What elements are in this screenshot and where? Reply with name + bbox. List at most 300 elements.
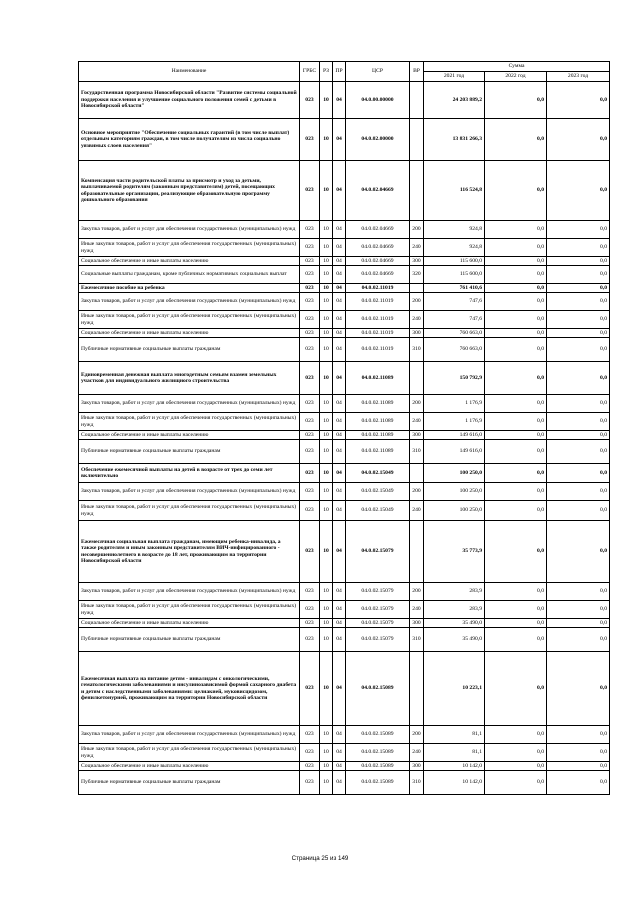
cell-y2021: 283,9 xyxy=(424,601,485,619)
cell-y2023: 0,0 xyxy=(547,221,610,239)
cell-csr: 04.0.02.11089 xyxy=(346,431,410,440)
table-row xyxy=(79,161,610,221)
table-row xyxy=(79,652,610,726)
table-header xyxy=(79,62,610,82)
cell-vr xyxy=(410,521,424,583)
cell-rz: 10 xyxy=(320,239,333,257)
cell-rz: 10 xyxy=(320,266,333,284)
budget-table xyxy=(78,61,610,795)
cell-grbs: 023 xyxy=(300,266,320,284)
cell-rz: 10 xyxy=(320,221,333,239)
cell-grbs: 023 xyxy=(300,619,320,628)
cell-csr: 04.0.02.15089 xyxy=(346,744,410,762)
cell-y2022: 0,0 xyxy=(485,221,547,239)
cell-rz: 10 xyxy=(320,119,333,161)
cell-csr: 04.0.02.15049 xyxy=(346,501,410,521)
cell-vr: 200 xyxy=(410,483,424,501)
table-row xyxy=(79,413,610,431)
cell-pr: 04 xyxy=(333,744,346,762)
cell-grbs: 023 xyxy=(300,284,320,293)
cell-grbs: 023 xyxy=(300,431,320,440)
cell-y2021: 1 176,9 xyxy=(424,413,485,431)
cell-csr: 04.0.02.11089 xyxy=(346,413,410,431)
cell-grbs: 023 xyxy=(300,440,320,464)
cell-y2021: 924,8 xyxy=(424,221,485,239)
cell-y2021: 747,6 xyxy=(424,311,485,329)
cell-name: Закупка товаров, работ и услуг для обеспечения государственных (муниципальных) нужд xyxy=(79,726,300,744)
table-row xyxy=(79,82,610,119)
cell-vr: 300 xyxy=(410,619,424,628)
table-row xyxy=(79,601,610,619)
cell-csr: 04.0.02.15079 xyxy=(346,583,410,601)
table-row xyxy=(79,257,610,266)
cell-vr: 300 xyxy=(410,329,424,338)
cell-y2023: 0,0 xyxy=(547,266,610,284)
cell-name: Закупка товаров, работ и услуг для обеспечения государственных (муниципальных) нужд xyxy=(79,395,300,413)
cell-rz: 10 xyxy=(320,744,333,762)
cell-vr xyxy=(410,161,424,221)
cell-y2023: 0,0 xyxy=(547,583,610,601)
col-header-2023: 2023 год xyxy=(547,72,610,82)
cell-name: Ежемесячное пособие на ребенка xyxy=(79,284,300,293)
cell-grbs: 023 xyxy=(300,501,320,521)
cell-y2022: 0,0 xyxy=(485,652,547,726)
cell-pr: 04 xyxy=(333,628,346,652)
cell-y2023: 0,0 xyxy=(547,284,610,293)
col-header-pr: ПР xyxy=(333,62,346,82)
cell-y2021: 761 410,6 xyxy=(424,284,485,293)
cell-csr: 04.0.02.15089 xyxy=(346,771,410,795)
cell-y2021: 150 792,9 xyxy=(424,362,485,395)
cell-y2022: 0,0 xyxy=(485,266,547,284)
cell-name: Публичные нормативные социальные выплаты гражданам xyxy=(79,771,300,795)
cell-grbs: 023 xyxy=(300,362,320,395)
cell-name: Социальные выплаты гражданам, кроме публичных нормативных социальных выплат xyxy=(79,266,300,284)
cell-vr: 200 xyxy=(410,395,424,413)
cell-grbs: 023 xyxy=(300,413,320,431)
cell-pr: 04 xyxy=(333,483,346,501)
cell-y2023: 0,0 xyxy=(547,521,610,583)
table-row xyxy=(79,119,610,161)
table-row xyxy=(79,464,610,483)
cell-name: Закупка товаров, работ и услуг для обеспечения государственных (муниципальных) нужд xyxy=(79,221,300,239)
cell-y2022: 0,0 xyxy=(485,619,547,628)
cell-name: Социальное обеспечение и иные выплаты населению xyxy=(79,762,300,771)
cell-csr: 04.0.02.15079 xyxy=(346,628,410,652)
cell-y2023: 0,0 xyxy=(547,464,610,483)
cell-y2023: 0,0 xyxy=(547,762,610,771)
cell-grbs: 023 xyxy=(300,521,320,583)
cell-vr: 320 xyxy=(410,266,424,284)
cell-csr: 04.0.02.04669 xyxy=(346,257,410,266)
cell-y2021: 760 663,0 xyxy=(424,338,485,362)
cell-y2023: 0,0 xyxy=(547,440,610,464)
cell-vr: 240 xyxy=(410,311,424,329)
table-row xyxy=(79,293,610,311)
cell-y2021: 24 203 889,2 xyxy=(424,82,485,119)
cell-vr: 240 xyxy=(410,744,424,762)
table-row xyxy=(79,628,610,652)
cell-y2023: 0,0 xyxy=(547,119,610,161)
cell-y2021: 115 600,0 xyxy=(424,257,485,266)
cell-vr xyxy=(410,464,424,483)
cell-y2022: 0,0 xyxy=(485,583,547,601)
cell-csr: 04.0.02.15089 xyxy=(346,762,410,771)
cell-vr: 200 xyxy=(410,583,424,601)
cell-name: Обеспечение ежемесячной выплаты на детей в возрасте от трех до семи лет включительно xyxy=(79,464,300,483)
col-header-csr: ЦСР xyxy=(346,62,410,82)
cell-y2022: 0,0 xyxy=(485,239,547,257)
cell-y2021: 35 490,0 xyxy=(424,619,485,628)
cell-y2022: 0,0 xyxy=(485,257,547,266)
page-footer: Страница 25 из 149 xyxy=(291,855,349,862)
cell-pr: 04 xyxy=(333,239,346,257)
table-row xyxy=(79,395,610,413)
cell-y2021: 924,8 xyxy=(424,239,485,257)
cell-y2023: 0,0 xyxy=(547,413,610,431)
cell-rz: 10 xyxy=(320,601,333,619)
cell-y2021: 35 490,0 xyxy=(424,628,485,652)
cell-csr: 04.0.02.04669 xyxy=(346,221,410,239)
col-header-vr: ВР xyxy=(410,62,424,82)
cell-pr: 04 xyxy=(333,257,346,266)
cell-y2022: 0,0 xyxy=(485,119,547,161)
cell-y2021: 1 176,9 xyxy=(424,395,485,413)
cell-vr: 300 xyxy=(410,762,424,771)
cell-pr: 04 xyxy=(333,726,346,744)
col-header-sum: Сумма xyxy=(424,62,610,72)
table-row xyxy=(79,744,610,762)
cell-y2023: 0,0 xyxy=(547,257,610,266)
cell-y2021: 760 663,0 xyxy=(424,329,485,338)
table-row xyxy=(79,431,610,440)
cell-name: Публичные нормативные социальные выплаты гражданам xyxy=(79,440,300,464)
cell-grbs: 023 xyxy=(300,221,320,239)
cell-y2023: 0,0 xyxy=(547,501,610,521)
table-row xyxy=(79,266,610,284)
cell-pr: 04 xyxy=(333,601,346,619)
cell-rz: 10 xyxy=(320,652,333,726)
cell-grbs: 023 xyxy=(300,771,320,795)
cell-y2021: 35 773,9 xyxy=(424,521,485,583)
cell-rz: 10 xyxy=(320,329,333,338)
cell-y2023: 0,0 xyxy=(547,395,610,413)
cell-pr: 04 xyxy=(333,762,346,771)
cell-y2022: 0,0 xyxy=(485,284,547,293)
cell-y2023: 0,0 xyxy=(547,311,610,329)
cell-vr: 310 xyxy=(410,771,424,795)
table-row xyxy=(79,521,610,583)
cell-name: Закупка товаров, работ и услуг для обеспечения государственных (муниципальных) нужд xyxy=(79,293,300,311)
cell-grbs: 023 xyxy=(300,293,320,311)
cell-grbs: 023 xyxy=(300,329,320,338)
cell-y2021: 100 250,0 xyxy=(424,464,485,483)
cell-vr: 240 xyxy=(410,413,424,431)
cell-csr: 04.0.02.15049 xyxy=(346,483,410,501)
cell-pr: 04 xyxy=(333,266,346,284)
cell-name: Ежемесячная социальная выплата гражданам, имеющим ребенка-инвалида, а также родителям и иным законным представителям ВИЧ-инфицированного - несовершеннолетнего в возрасте до 18 лет, проживающим на территории Новосибирской области xyxy=(79,521,300,583)
cell-rz: 10 xyxy=(320,771,333,795)
cell-pr: 04 xyxy=(333,221,346,239)
table-row xyxy=(79,771,610,795)
cell-name: Социальное обеспечение и иные выплаты населению xyxy=(79,329,300,338)
cell-grbs: 023 xyxy=(300,464,320,483)
cell-pr: 04 xyxy=(333,311,346,329)
cell-y2021: 10 223,1 xyxy=(424,652,485,726)
cell-grbs: 023 xyxy=(300,601,320,619)
cell-name: Закупка товаров, работ и услуг для обеспечения государственных (муниципальных) нужд xyxy=(79,483,300,501)
cell-y2023: 0,0 xyxy=(547,652,610,726)
cell-y2022: 0,0 xyxy=(485,293,547,311)
cell-csr: 04.0.02.11089 xyxy=(346,395,410,413)
cell-rz: 10 xyxy=(320,521,333,583)
cell-rz: 10 xyxy=(320,293,333,311)
cell-y2022: 0,0 xyxy=(485,501,547,521)
table-row xyxy=(79,726,610,744)
cell-vr: 300 xyxy=(410,431,424,440)
cell-vr: 200 xyxy=(410,221,424,239)
cell-y2022: 0,0 xyxy=(485,82,547,119)
cell-rz: 10 xyxy=(320,726,333,744)
cell-y2023: 0,0 xyxy=(547,431,610,440)
cell-y2021: 81,1 xyxy=(424,726,485,744)
cell-y2021: 116 524,8 xyxy=(424,161,485,221)
cell-name: Публичные нормативные социальные выплаты гражданам xyxy=(79,628,300,652)
cell-csr: 04.0.02.11019 xyxy=(346,329,410,338)
cell-rz: 10 xyxy=(320,501,333,521)
cell-y2022: 0,0 xyxy=(485,440,547,464)
cell-y2023: 0,0 xyxy=(547,726,610,744)
cell-vr: 200 xyxy=(410,293,424,311)
cell-vr: 310 xyxy=(410,338,424,362)
cell-pr: 04 xyxy=(333,329,346,338)
cell-y2022: 0,0 xyxy=(485,431,547,440)
cell-y2022: 0,0 xyxy=(485,628,547,652)
cell-grbs: 023 xyxy=(300,239,320,257)
table-row xyxy=(79,329,610,338)
table-row xyxy=(79,483,610,501)
cell-pr: 04 xyxy=(333,440,346,464)
cell-csr: 04.0.02.00000 xyxy=(346,119,410,161)
cell-csr: 04.0.02.15079 xyxy=(346,521,410,583)
cell-vr: 240 xyxy=(410,601,424,619)
document-page xyxy=(78,61,609,795)
cell-grbs: 023 xyxy=(300,119,320,161)
cell-y2021: 115 600,0 xyxy=(424,266,485,284)
cell-pr: 04 xyxy=(333,338,346,362)
cell-y2022: 0,0 xyxy=(485,771,547,795)
cell-vr xyxy=(410,362,424,395)
cell-y2022: 0,0 xyxy=(485,329,547,338)
cell-rz: 10 xyxy=(320,483,333,501)
cell-rz: 10 xyxy=(320,82,333,119)
cell-vr: 200 xyxy=(410,726,424,744)
cell-y2022: 0,0 xyxy=(485,726,547,744)
cell-y2023: 0,0 xyxy=(547,628,610,652)
table-row xyxy=(79,221,610,239)
cell-rz: 10 xyxy=(320,583,333,601)
cell-vr: 240 xyxy=(410,501,424,521)
cell-name: Иные закупки товаров, работ и услуг для обеспечения государственных (муниципальных) нужд xyxy=(79,501,300,521)
col-header-rz: РЗ xyxy=(320,62,333,82)
cell-y2023: 0,0 xyxy=(547,483,610,501)
cell-y2023: 0,0 xyxy=(547,771,610,795)
cell-vr: 240 xyxy=(410,239,424,257)
cell-y2022: 0,0 xyxy=(485,161,547,221)
cell-pr: 04 xyxy=(333,82,346,119)
cell-csr: 04.0.02.15049 xyxy=(346,464,410,483)
cell-y2022: 0,0 xyxy=(485,601,547,619)
cell-y2022: 0,0 xyxy=(485,762,547,771)
cell-pr: 04 xyxy=(333,583,346,601)
cell-pr: 04 xyxy=(333,362,346,395)
table-row xyxy=(79,762,610,771)
cell-grbs: 023 xyxy=(300,257,320,266)
cell-rz: 10 xyxy=(320,762,333,771)
cell-pr: 04 xyxy=(333,501,346,521)
cell-csr: 04.0.02.04669 xyxy=(346,239,410,257)
cell-y2023: 0,0 xyxy=(547,744,610,762)
cell-vr: 310 xyxy=(410,628,424,652)
cell-pr: 04 xyxy=(333,771,346,795)
cell-y2022: 0,0 xyxy=(485,338,547,362)
cell-y2021: 149 616,0 xyxy=(424,431,485,440)
table-row xyxy=(79,619,610,628)
table-row xyxy=(79,239,610,257)
cell-rz: 10 xyxy=(320,464,333,483)
cell-y2022: 0,0 xyxy=(485,311,547,329)
cell-grbs: 023 xyxy=(300,483,320,501)
cell-y2022: 0,0 xyxy=(485,464,547,483)
cell-csr: 04.0.02.15079 xyxy=(346,619,410,628)
cell-csr: 04.0.00.00000 xyxy=(346,82,410,119)
cell-pr: 04 xyxy=(333,619,346,628)
col-header-name: Наименование xyxy=(79,62,300,82)
cell-y2023: 0,0 xyxy=(547,619,610,628)
cell-y2022: 0,0 xyxy=(485,362,547,395)
cell-csr: 04.0.02.15089 xyxy=(346,652,410,726)
cell-name: Иные закупки товаров, работ и услуг для обеспечения государственных (муниципальных) нужд xyxy=(79,311,300,329)
cell-y2021: 100 250,0 xyxy=(424,483,485,501)
cell-vr xyxy=(410,284,424,293)
cell-name: Иные закупки товаров, работ и услуг для обеспечения государственных (муниципальных) нужд xyxy=(79,744,300,762)
col-header-2022: 2022 год xyxy=(485,72,547,82)
cell-grbs: 023 xyxy=(300,762,320,771)
cell-rz: 10 xyxy=(320,395,333,413)
cell-y2023: 0,0 xyxy=(547,338,610,362)
cell-vr: 310 xyxy=(410,440,424,464)
cell-pr: 04 xyxy=(333,293,346,311)
cell-csr: 04.0.02.11019 xyxy=(346,293,410,311)
cell-pr: 04 xyxy=(333,161,346,221)
cell-rz: 10 xyxy=(320,413,333,431)
cell-y2021: 283,9 xyxy=(424,583,485,601)
cell-csr: 04.0.02.15089 xyxy=(346,726,410,744)
cell-pr: 04 xyxy=(333,119,346,161)
cell-grbs: 023 xyxy=(300,628,320,652)
cell-y2022: 0,0 xyxy=(485,521,547,583)
cell-y2021: 13 831 266,3 xyxy=(424,119,485,161)
cell-rz: 10 xyxy=(320,628,333,652)
cell-pr: 04 xyxy=(333,652,346,726)
cell-rz: 10 xyxy=(320,161,333,221)
cell-name: Единовременная денежная выплата многодетным семьям взамен земельных участков для индивидуального жилищного строительства xyxy=(79,362,300,395)
cell-y2021: 81,1 xyxy=(424,744,485,762)
cell-y2021: 747,6 xyxy=(424,293,485,311)
cell-y2023: 0,0 xyxy=(547,239,610,257)
table-row xyxy=(79,440,610,464)
cell-rz: 10 xyxy=(320,362,333,395)
cell-y2023: 0,0 xyxy=(547,362,610,395)
cell-name: Компенсация части родительской платы за присмотр и уход за детьми, выплачиваемой родителям (законным представителям) детей, посещающих образовательные организации, реализующие образовательную программу дошкольного образования xyxy=(79,161,300,221)
cell-grbs: 023 xyxy=(300,583,320,601)
cell-y2023: 0,0 xyxy=(547,82,610,119)
table-row xyxy=(79,362,610,395)
table-row xyxy=(79,284,610,293)
col-header-2021: 2021 год xyxy=(424,72,485,82)
cell-name: Иные закупки товаров, работ и услуг для обеспечения государственных (муниципальных) нужд xyxy=(79,601,300,619)
cell-y2022: 0,0 xyxy=(485,413,547,431)
cell-csr: 04.0.02.11019 xyxy=(346,311,410,329)
cell-rz: 10 xyxy=(320,431,333,440)
cell-rz: 10 xyxy=(320,338,333,362)
cell-csr: 04.0.02.11019 xyxy=(346,338,410,362)
cell-pr: 04 xyxy=(333,413,346,431)
cell-pr: 04 xyxy=(333,521,346,583)
table-body xyxy=(79,82,610,795)
cell-name: Социальное обеспечение и иные выплаты населению xyxy=(79,619,300,628)
cell-y2023: 0,0 xyxy=(547,161,610,221)
cell-rz: 10 xyxy=(320,619,333,628)
cell-name: Основное мероприятие "Обеспечение социальных гарантий (в том числе выплат) отдельным категориям граждан, в том числе получателям из числа социально уязвимых слоев населения" xyxy=(79,119,300,161)
cell-y2021: 100 250,0 xyxy=(424,501,485,521)
cell-y2021: 10 142,0 xyxy=(424,771,485,795)
cell-y2021: 10 142,0 xyxy=(424,762,485,771)
cell-pr: 04 xyxy=(333,284,346,293)
cell-pr: 04 xyxy=(333,431,346,440)
cell-vr: 300 xyxy=(410,257,424,266)
cell-grbs: 023 xyxy=(300,311,320,329)
cell-y2023: 0,0 xyxy=(547,601,610,619)
cell-rz: 10 xyxy=(320,440,333,464)
cell-pr: 04 xyxy=(333,464,346,483)
table-row xyxy=(79,501,610,521)
cell-pr: 04 xyxy=(333,395,346,413)
cell-name: Ежемесячная выплата на питание детям - инвалидам с онкологическими, гематологическими заболеваниями и инсулинозависимой формой сахарного диабета и детям с наследственными заболеваниями: целиакией, муковисцидозом, фенилкетонурией, проживающим на территории Новосибирской области xyxy=(79,652,300,726)
cell-rz: 10 xyxy=(320,284,333,293)
cell-y2022: 0,0 xyxy=(485,744,547,762)
cell-rz: 10 xyxy=(320,311,333,329)
cell-name: Иные закупки товаров, работ и услуг для обеспечения государственных (муниципальных) нужд xyxy=(79,413,300,431)
cell-grbs: 023 xyxy=(300,652,320,726)
cell-vr xyxy=(410,119,424,161)
cell-vr xyxy=(410,82,424,119)
cell-grbs: 023 xyxy=(300,395,320,413)
cell-csr: 04.0.02.11019 xyxy=(346,284,410,293)
table-row xyxy=(79,338,610,362)
cell-name: Публичные нормативные социальные выплаты гражданам xyxy=(79,338,300,362)
cell-grbs: 023 xyxy=(300,744,320,762)
cell-name: Закупка товаров, работ и услуг для обеспечения государственных (муниципальных) нужд xyxy=(79,583,300,601)
cell-grbs: 023 xyxy=(300,726,320,744)
col-header-grbs: ГРБС xyxy=(300,62,320,82)
table-row xyxy=(79,583,610,601)
cell-y2022: 0,0 xyxy=(485,483,547,501)
cell-rz: 10 xyxy=(320,257,333,266)
table-row xyxy=(79,311,610,329)
cell-csr: 04.0.02.11089 xyxy=(346,362,410,395)
cell-vr xyxy=(410,652,424,726)
